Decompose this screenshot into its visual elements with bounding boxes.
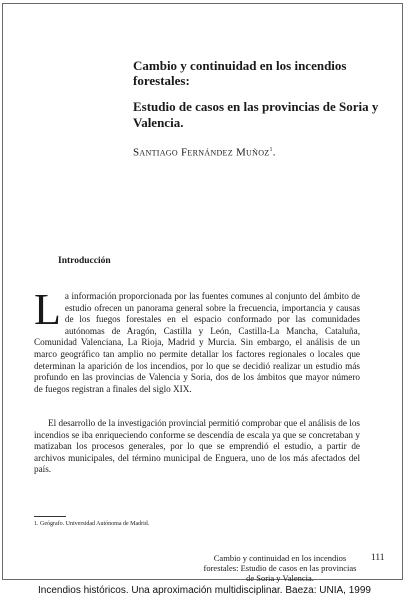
footnote: 1. Geógrafo. Universidad Autónoma de Madrid. — [34, 521, 150, 527]
author-trailing: . — [272, 146, 276, 159]
paragraph-2 — [34, 418, 360, 476]
section-heading: Introducción — [58, 256, 111, 266]
source-footer: Incendios históricos. Una aproximación multidisciplinar. Baeza: UNIA, 1999 — [38, 585, 371, 596]
paragraph-1-text: a información proporcionada por las fuentes comunes al conjunto del ámbito de estudio ofrecen un panorama general sobre la frecuencia, importancia y causas de los fuegos forestales en el espacio conformado por las comunidades autónomas de Aragón, Castilla y León, Castilla-La Mancha, Cataluña, Comunidad Valenciana, La Rioja, Madrid y Murcia. Sin embargo, el análisis de un marco geográfico tan amplio no permite detallar los factores regionales o locales que determinan la aparición de los incendios, por lo que se decidió realizar un estudio más profundo en las provincias de Valencia y Soria, dos de los ámbitos que mayor número de fuegos registran a finales del siglo XIX. — [34, 291, 360, 394]
footnote-marker[interactable]: 1 — [269, 147, 273, 153]
paragraph-1 — [34, 285, 360, 395]
article-title: Cambio y continuidad en los incendios forestales: — [133, 58, 347, 88]
drop-cap: L — [34, 285, 61, 334]
footnote-rule — [34, 516, 66, 517]
author-line — [133, 143, 395, 160]
article-subtitle: Estudio de casos en las provincias de Soria y Valencia. — [133, 99, 379, 130]
running-head: Cambio y continuidad en los incendios forestales: Estudio de casos en las provincias de Soria y Valencia. — [203, 553, 357, 583]
page-frame — [2, 3, 403, 583]
page-number: 111 — [371, 553, 385, 563]
paragraph-2-text: El desarrollo de la investigación provincial permitió comprobar que el análisis de los incendios se iba enriqueciendo conforme se descendía de escala ya que se concretaban y matizaban los procesos generales, por lo que se emprendió el estudio, a partir de archivos municipales, del término municipal de Enguera, uno de los más afectados del país. — [34, 418, 360, 475]
author-name: Santiago Fernández Muñoz — [133, 146, 270, 159]
